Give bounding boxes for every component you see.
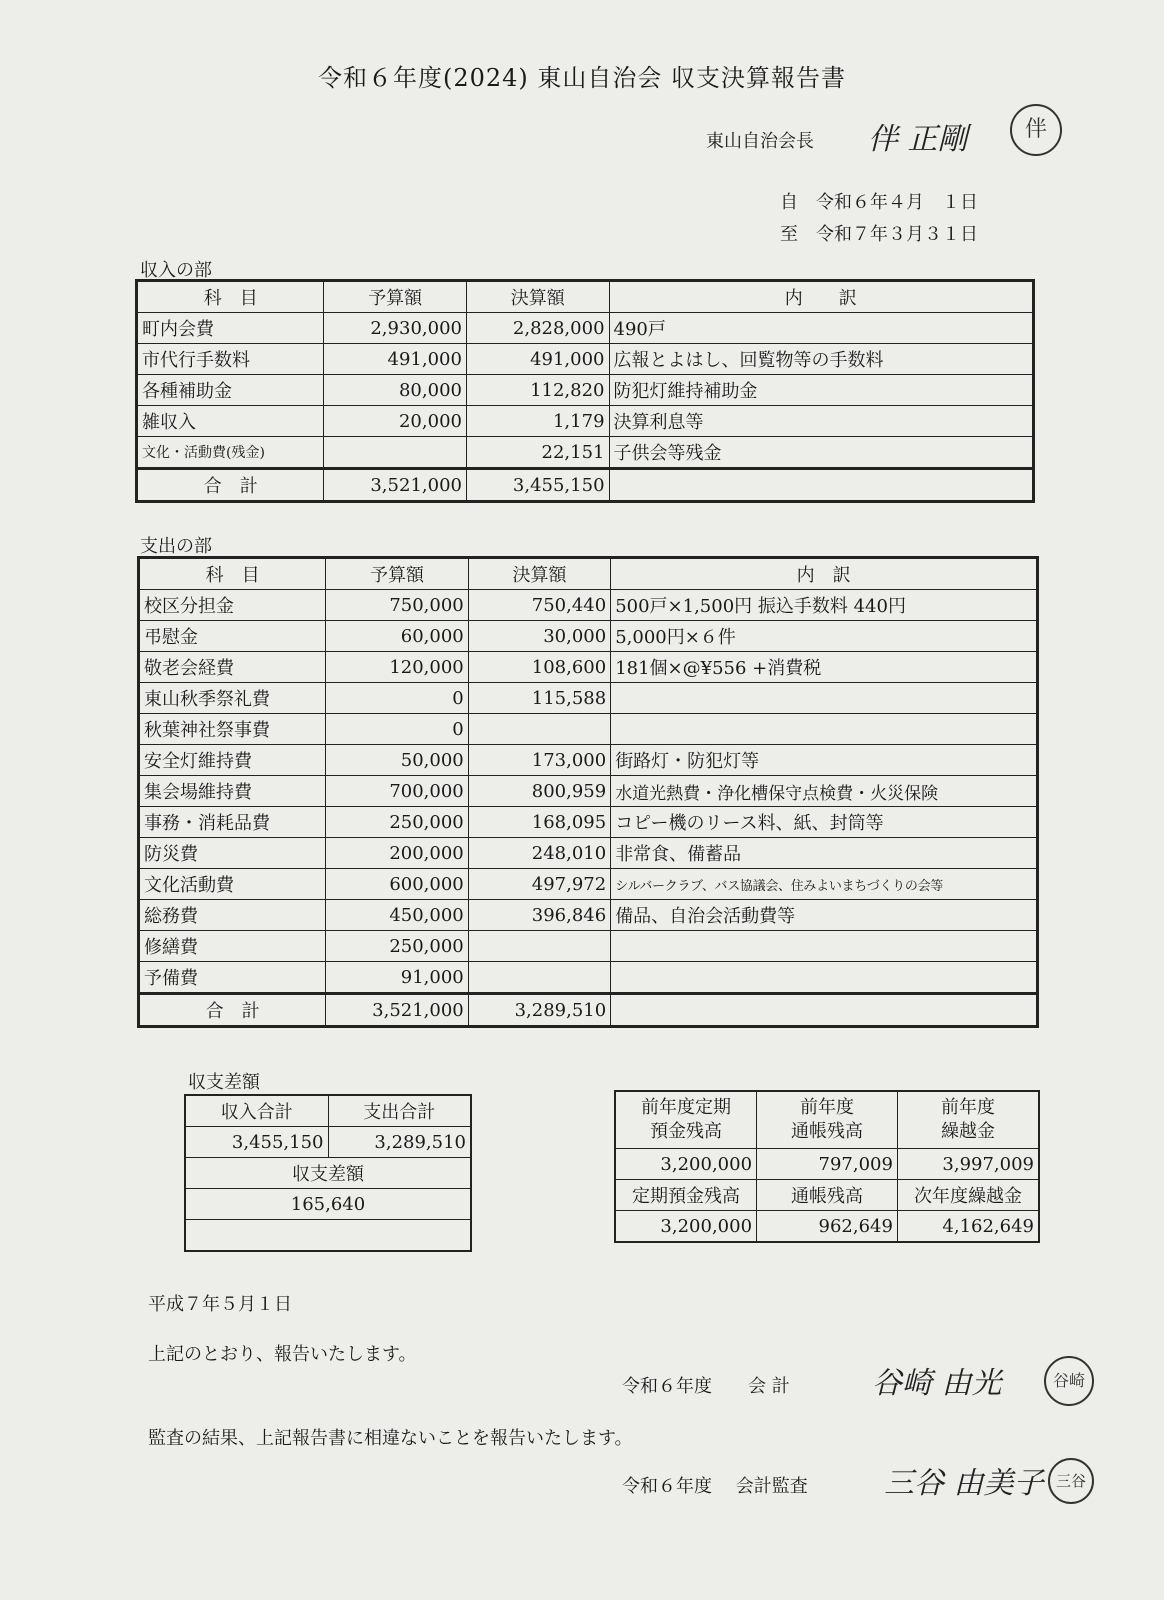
table-row xyxy=(139,869,1038,900)
item-cell: 集会場維持費 xyxy=(139,776,326,807)
total-budget: 3,521,000 xyxy=(324,469,467,502)
item-cell: 弔慰金 xyxy=(139,621,326,652)
income-header-item: 科 目 xyxy=(137,281,324,313)
expense-section-title: 支出の部 xyxy=(140,536,212,557)
actual-cell: 800,959 xyxy=(468,776,610,807)
deposit-value: 3,200,000 xyxy=(615,1211,757,1243)
expense-header-row xyxy=(139,558,1038,590)
total-label: 合 計 xyxy=(137,469,324,502)
budget-cell: 0 xyxy=(326,683,468,714)
item-cell: 市代行手数料 xyxy=(137,344,324,375)
next-carry-value: 4,162,649 xyxy=(897,1211,1039,1243)
report-date: 平成７年５月１日 xyxy=(148,1294,292,1315)
budget-cell: 700,000 xyxy=(326,776,468,807)
prev-deposit-header-line2: 預金残高 xyxy=(650,1121,723,1142)
item-cell: 予備費 xyxy=(139,962,326,994)
item-cell: 安全灯維持費 xyxy=(139,745,326,776)
total-label: 合 計 xyxy=(139,994,326,1027)
president-seal: 伴 xyxy=(1010,104,1062,156)
bankbook-header: 通帳残高 xyxy=(757,1180,898,1211)
table-row xyxy=(139,714,1038,745)
expense-total-label: 支出合計 xyxy=(328,1095,471,1127)
budget-cell: 91,000 xyxy=(326,962,468,994)
president-signature: 伴 正剛 xyxy=(868,122,968,157)
income-header-detail: 内 訳 xyxy=(609,281,1033,313)
auditor-label: 令和６年度 会計監査 xyxy=(622,1476,808,1497)
expense-total-row xyxy=(139,994,1038,1027)
expense-total-value: 3,289,510 xyxy=(328,1127,471,1158)
balance-blank-cell xyxy=(185,1220,471,1252)
detail-cell: 広報とよはし、回覧物等の手数料 xyxy=(609,344,1033,375)
balance-blank-row xyxy=(185,1220,471,1252)
deposit-header: 定期預金残高 xyxy=(615,1180,757,1211)
detail-cell: 水道光熱費・浄化槽保守点検費・火災保険 xyxy=(611,776,1038,807)
budget-cell: 80,000 xyxy=(324,375,467,406)
table-row xyxy=(139,962,1038,994)
income-total-value: 3,455,150 xyxy=(185,1127,328,1158)
total-detail xyxy=(609,469,1033,502)
savings-table xyxy=(614,1090,1040,1243)
savings-prev-value-row xyxy=(615,1149,1039,1180)
item-cell: 雑収入 xyxy=(137,406,324,437)
prev-carry-header-line2: 繰越金 xyxy=(940,1121,995,1142)
detail-cell: シルバークラブ、バス協議会、住みよいまちづくりの会等 xyxy=(611,869,1038,900)
table-row xyxy=(139,683,1038,714)
budget-cell: 50,000 xyxy=(326,745,468,776)
report-statement: 上記のとおり、報告いたします。 xyxy=(148,1344,417,1365)
expense-header-budget: 予算額 xyxy=(326,558,468,590)
balance-value-row xyxy=(185,1127,471,1158)
bankbook-value: 962,649 xyxy=(757,1211,898,1243)
balance-diff-value: 165,640 xyxy=(185,1189,471,1220)
detail-cell: 防犯灯維持補助金 xyxy=(609,375,1033,406)
item-cell: 防災費 xyxy=(139,838,326,869)
prev-bankbook-header-line2: 通帳残高 xyxy=(790,1121,863,1142)
actual-cell: 491,000 xyxy=(466,344,609,375)
next-carry-header: 次年度繰越金 xyxy=(897,1180,1039,1211)
table-row xyxy=(139,590,1038,621)
detail-cell: 備品、自治会活動費等 xyxy=(611,900,1038,931)
budget-cell xyxy=(324,437,467,469)
table-row xyxy=(137,406,1034,437)
table-row xyxy=(139,807,1038,838)
actual-cell: 750,440 xyxy=(468,590,610,621)
item-cell: 各種補助金 xyxy=(137,375,324,406)
detail-cell xyxy=(611,962,1038,994)
budget-cell: 250,000 xyxy=(326,807,468,838)
table-row xyxy=(139,776,1038,807)
audit-statement: 監査の結果、上記報告書に相違ないことを報告いたします。 xyxy=(148,1428,633,1449)
budget-cell: 600,000 xyxy=(326,869,468,900)
period-to: 至 令和７年３月３１日 xyxy=(780,224,978,245)
table-row xyxy=(137,437,1034,469)
total-actual: 3,455,150 xyxy=(466,469,609,502)
actual-cell: 30,000 xyxy=(468,621,610,652)
expense-table xyxy=(137,556,1039,1028)
table-row xyxy=(137,344,1034,375)
actual-cell xyxy=(468,931,610,962)
detail-cell xyxy=(611,714,1038,745)
detail-cell: 500戸×1,500円 振込手数料 440円 xyxy=(611,590,1038,621)
income-header-actual: 決算額 xyxy=(466,281,609,313)
item-cell: 町内会費 xyxy=(137,313,324,344)
income-total-row xyxy=(137,469,1034,502)
income-section-title: 収入の部 xyxy=(140,260,212,281)
item-cell: 敬老会経費 xyxy=(139,652,326,683)
item-cell: 文化活動費 xyxy=(139,869,326,900)
detail-cell: 490戸 xyxy=(609,313,1033,344)
total-actual: 3,289,510 xyxy=(468,994,610,1027)
accountant-seal: 谷崎 xyxy=(1044,1356,1094,1406)
balance-diff-value-row xyxy=(185,1189,471,1220)
prev-deposit-header-line1: 前年度定期 xyxy=(641,1097,732,1118)
table-row xyxy=(139,838,1038,869)
item-cell: 文化・活動費(残金) xyxy=(137,437,324,469)
detail-cell: コピー機のリース料、紙、封筒等 xyxy=(611,807,1038,838)
prev-deposit-value: 3,200,000 xyxy=(615,1149,757,1180)
actual-cell: 108,600 xyxy=(468,652,610,683)
prev-bankbook-header-line1: 前年度 xyxy=(799,1097,854,1118)
income-header-row xyxy=(137,281,1034,313)
actual-cell: 168,095 xyxy=(468,807,610,838)
table-row xyxy=(137,313,1034,344)
auditor-seal: 三谷 xyxy=(1048,1458,1094,1504)
auditor-signature: 三谷 由美子 xyxy=(884,1466,1044,1501)
actual-cell: 497,972 xyxy=(468,869,610,900)
prev-deposit-header xyxy=(615,1091,757,1149)
actual-cell: 396,846 xyxy=(468,900,610,931)
budget-cell: 450,000 xyxy=(326,900,468,931)
budget-cell: 0 xyxy=(326,714,468,745)
prev-carry-header xyxy=(897,1091,1039,1149)
budget-cell: 491,000 xyxy=(324,344,467,375)
item-cell: 修繕費 xyxy=(139,931,326,962)
detail-cell: 街路灯・防犯灯等 xyxy=(611,745,1038,776)
income-table xyxy=(135,279,1035,503)
item-cell: 東山秋季祭礼費 xyxy=(139,683,326,714)
actual-cell: 173,000 xyxy=(468,745,610,776)
president-label: 東山自治会長 xyxy=(706,131,814,152)
prev-carry-header-line1: 前年度 xyxy=(940,1097,995,1118)
budget-cell: 750,000 xyxy=(326,590,468,621)
actual-cell: 1,179 xyxy=(466,406,609,437)
detail-cell xyxy=(611,931,1038,962)
savings-current-value-row xyxy=(615,1211,1039,1243)
budget-cell: 2,930,000 xyxy=(324,313,467,344)
detail-cell: 非常食、備蓄品 xyxy=(611,838,1038,869)
savings-current-header-row xyxy=(615,1180,1039,1211)
table-row xyxy=(139,652,1038,683)
total-detail xyxy=(611,994,1038,1027)
detail-cell xyxy=(611,683,1038,714)
budget-cell: 200,000 xyxy=(326,838,468,869)
prev-bankbook-value: 797,009 xyxy=(757,1149,898,1180)
actual-cell: 115,588 xyxy=(468,683,610,714)
table-row xyxy=(139,621,1038,652)
balance-section-title: 収支差額 xyxy=(188,1072,260,1093)
prev-bankbook-header xyxy=(757,1091,898,1149)
accountant-signature: 谷崎 由光 xyxy=(872,1366,1002,1401)
balance-table xyxy=(184,1094,472,1252)
balance-diff-label-row xyxy=(185,1158,471,1189)
income-header-budget: 予算額 xyxy=(324,281,467,313)
actual-cell xyxy=(468,962,610,994)
budget-cell: 60,000 xyxy=(326,621,468,652)
actual-cell: 2,828,000 xyxy=(466,313,609,344)
expense-header-item: 科 目 xyxy=(139,558,326,590)
period-from: 自 令和６年４月 １日 xyxy=(780,192,978,213)
expense-header-detail: 内 訳 xyxy=(611,558,1038,590)
table-row xyxy=(139,745,1038,776)
actual-cell xyxy=(468,714,610,745)
table-row xyxy=(139,900,1038,931)
balance-header-row xyxy=(185,1095,471,1127)
actual-cell: 22,151 xyxy=(466,437,609,469)
income-total-label: 収入合計 xyxy=(185,1095,328,1127)
accountant-label: 令和６年度 会 計 xyxy=(622,1376,790,1397)
actual-cell: 248,010 xyxy=(468,838,610,869)
budget-cell: 250,000 xyxy=(326,931,468,962)
table-row xyxy=(137,375,1034,406)
expense-header-actual: 決算額 xyxy=(468,558,610,590)
table-row xyxy=(139,931,1038,962)
detail-cell: 子供会等残金 xyxy=(609,437,1033,469)
item-cell: 校区分担金 xyxy=(139,590,326,621)
actual-cell: 112,820 xyxy=(466,375,609,406)
item-cell: 秋葉神社祭事費 xyxy=(139,714,326,745)
balance-diff-label: 収支差額 xyxy=(185,1158,471,1189)
savings-header-row xyxy=(615,1091,1039,1149)
item-cell: 事務・消耗品費 xyxy=(139,807,326,838)
detail-cell: 181個×@¥556 +消費税 xyxy=(611,652,1038,683)
budget-cell: 120,000 xyxy=(326,652,468,683)
detail-cell: 決算利息等 xyxy=(609,406,1033,437)
total-budget: 3,521,000 xyxy=(326,994,468,1027)
item-cell: 総務費 xyxy=(139,900,326,931)
prev-carry-value: 3,997,009 xyxy=(897,1149,1039,1180)
document-title: 令和６年度(2024) 東山自治会 収支決算報告書 xyxy=(317,64,847,92)
budget-cell: 20,000 xyxy=(324,406,467,437)
detail-cell: 5,000円×６件 xyxy=(611,621,1038,652)
